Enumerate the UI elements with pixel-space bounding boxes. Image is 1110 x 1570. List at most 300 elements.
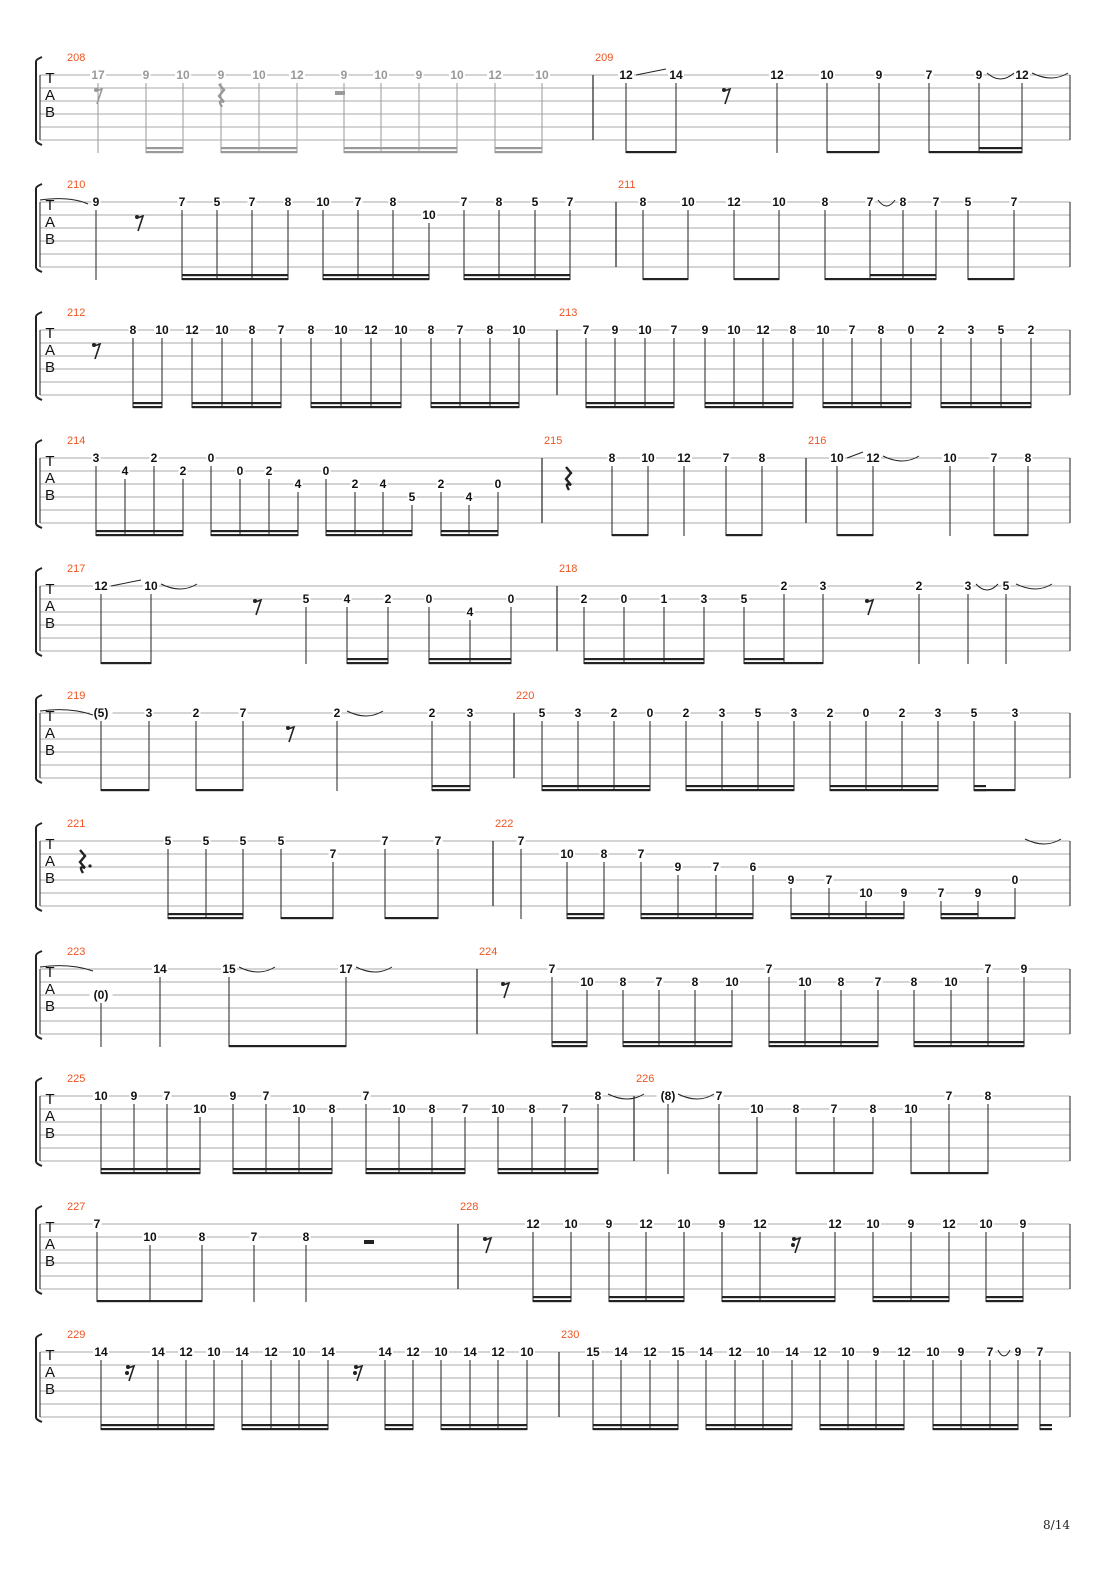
fret-number: 10 <box>641 451 655 465</box>
beam <box>706 1428 792 1430</box>
beam <box>533 1300 571 1302</box>
beam <box>744 662 784 664</box>
fret-number: 3 <box>934 706 942 720</box>
measure-228 <box>460 1201 1028 1302</box>
fret-number: 10 <box>450 68 464 82</box>
beam <box>706 1424 792 1426</box>
fret-number: 10 <box>841 1345 855 1359</box>
measure-217 <box>67 563 516 664</box>
measure-number: 222 <box>495 818 514 830</box>
beam <box>830 789 938 791</box>
fret-number: 3 <box>574 706 582 720</box>
fret-number: 10 <box>944 975 958 989</box>
measure-222 <box>495 818 1020 919</box>
fret-number: 7 <box>93 1217 101 1231</box>
fret-number: 9 <box>957 1345 965 1359</box>
beam <box>96 530 183 532</box>
tab-clef-letter: T <box>45 708 55 725</box>
fret-number: 5 <box>754 706 762 720</box>
beam <box>182 278 288 280</box>
fret-number: 3 <box>145 706 153 720</box>
fret-number: 12 <box>813 1345 827 1359</box>
fret-number: 14 <box>151 1345 165 1359</box>
beam <box>432 789 470 791</box>
fret-number: 14 <box>153 962 167 976</box>
fret-number: 10 <box>207 1345 221 1359</box>
beam <box>820 1424 904 1426</box>
beam <box>347 658 388 660</box>
measure-216 <box>808 435 1033 536</box>
beam <box>242 1428 328 1430</box>
fret-number: 10 <box>638 323 652 337</box>
tab-clef-letter: A <box>44 981 56 998</box>
fret-number: 6 <box>749 860 757 874</box>
fret-number: 9 <box>900 886 908 900</box>
tab-clef-letter: B <box>44 1381 56 1398</box>
fret-number: 10 <box>512 323 526 337</box>
beam <box>623 1045 732 1047</box>
tab-clef-letter: A <box>44 87 56 104</box>
measure-212 <box>67 307 527 408</box>
beam <box>146 147 183 149</box>
fret-number: 14 <box>463 1345 477 1359</box>
beam <box>242 1424 328 1426</box>
fret-number: 10 <box>94 1089 108 1103</box>
beam <box>498 1168 598 1170</box>
beam <box>584 658 704 660</box>
fret-number: 7 <box>986 1345 994 1359</box>
fret-number: 10 <box>292 1102 306 1116</box>
beam <box>986 1300 1023 1302</box>
beam <box>101 1172 200 1174</box>
fret-number: 14 <box>785 1345 799 1359</box>
fret-number: 7 <box>712 860 720 874</box>
fret-number: 10 <box>750 1102 764 1116</box>
beam <box>686 785 794 787</box>
fret-number: 12 <box>94 579 108 593</box>
fret-number: 10 <box>316 195 330 209</box>
fret-number: 5 <box>1002 579 1010 593</box>
beam <box>146 151 183 153</box>
beam <box>431 402 519 404</box>
slide-line <box>847 452 863 458</box>
fret-number: 7 <box>354 195 362 209</box>
fret-number: 2 <box>826 706 834 720</box>
fret-number: 0 <box>507 592 515 606</box>
beam <box>914 1045 1024 1047</box>
fret-number: 14 <box>669 68 683 82</box>
fret-number: 2 <box>898 706 906 720</box>
measure-number: 216 <box>808 435 827 447</box>
measure-number: 219 <box>67 690 86 702</box>
beam <box>211 530 298 532</box>
fret-number: 5 <box>213 195 221 209</box>
fret-number: 10 <box>943 451 957 465</box>
measure-number: 230 <box>561 1329 580 1341</box>
tab-clef-letter: A <box>44 470 56 487</box>
fret-number: 7 <box>848 323 856 337</box>
fret-number: 3 <box>1011 706 1019 720</box>
fret-number: 8 <box>600 847 608 861</box>
tab-system-8 <box>36 946 1070 1047</box>
fret-number: 0 <box>207 451 215 465</box>
tab-system-10 <box>36 1201 1070 1302</box>
beam <box>326 530 412 532</box>
beam <box>97 1300 202 1302</box>
beam <box>498 1172 598 1174</box>
fret-number: 10 <box>820 68 834 82</box>
fret-number: 5 <box>239 834 247 848</box>
beam <box>914 1041 1024 1043</box>
fret-number: 10 <box>681 195 695 209</box>
beam <box>464 274 570 276</box>
fret-number: 2 <box>580 592 588 606</box>
tie-arc <box>976 584 998 590</box>
fret-number: 10 <box>176 68 190 82</box>
fret-number: 12 <box>491 1345 505 1359</box>
beam <box>542 789 650 791</box>
fret-number: 4 <box>466 605 474 619</box>
measure-218 <box>559 563 1011 664</box>
fret-number: 7 <box>715 1089 723 1103</box>
fret-number: 7 <box>866 195 874 209</box>
fret-number: 8 <box>528 1102 536 1116</box>
beam <box>769 1041 878 1043</box>
fret-number: 7 <box>250 1230 258 1244</box>
slide-line <box>636 69 666 75</box>
fret-number: 8 <box>899 195 907 209</box>
fret-number: 10 <box>866 1217 880 1231</box>
fret-number: 3 <box>700 592 708 606</box>
fret-number: 0 <box>494 477 502 491</box>
tab-clef-letter: A <box>44 725 56 742</box>
measure-number: 218 <box>559 563 578 575</box>
measure-214 <box>67 435 503 536</box>
fret-number: 0 <box>646 706 654 720</box>
beam <box>609 1300 684 1302</box>
beam <box>366 1172 465 1174</box>
fret-number: 7 <box>830 1102 838 1116</box>
beam <box>432 785 470 787</box>
beam <box>641 913 753 915</box>
tab-system-9 <box>36 1073 1070 1174</box>
fret-number: 9 <box>701 323 709 337</box>
fret-number: 9 <box>787 873 795 887</box>
beam <box>873 1296 949 1298</box>
tab-system-3 <box>36 307 1070 408</box>
fret-number: 10 <box>725 975 739 989</box>
fret-number: 9 <box>875 68 883 82</box>
measure-224 <box>479 946 1029 1047</box>
fret-number: 9 <box>92 195 100 209</box>
measure-230 <box>561 1329 1052 1430</box>
fret-number: 12 <box>290 68 304 82</box>
beam <box>311 406 401 408</box>
fret-number: 2 <box>333 706 341 720</box>
fret-number: 4 <box>465 490 473 504</box>
fret-number: 8 <box>1024 451 1032 465</box>
fret-number: 12 <box>753 1217 767 1231</box>
fret-number: 8 <box>129 323 137 337</box>
beam <box>941 917 978 919</box>
fret-number: 10 <box>491 1102 505 1116</box>
beam <box>385 917 438 919</box>
tab-clef-letter: T <box>45 1347 55 1364</box>
beam <box>221 151 297 153</box>
fret-number: 4 <box>294 477 302 491</box>
tab-system-7 <box>36 818 1070 919</box>
fret-number: 12 <box>639 1217 653 1231</box>
beam <box>968 278 1014 280</box>
fret-number: 12 <box>619 68 633 82</box>
half-rest <box>364 1240 374 1244</box>
tab-clef-letter: T <box>45 1219 55 1236</box>
beam <box>994 534 1028 536</box>
measure-208 <box>67 52 550 153</box>
tab-clef-letter: A <box>44 853 56 870</box>
beam <box>221 147 297 149</box>
beam <box>101 1424 214 1426</box>
fret-number: 7 <box>655 975 663 989</box>
beam <box>495 151 542 153</box>
fret-number: 7 <box>461 1102 469 1116</box>
fret-number: 10 <box>772 195 786 209</box>
fret-number: 2 <box>437 477 445 491</box>
beam <box>101 789 149 791</box>
fret-number: 12 <box>756 323 770 337</box>
beam <box>719 1172 757 1174</box>
fret-number: 8 <box>821 195 829 209</box>
fret-number: 7 <box>178 195 186 209</box>
fret-number: 5 <box>408 490 416 504</box>
page-number: 8/14 <box>1043 1518 1070 1532</box>
fret-number: 8 <box>389 195 397 209</box>
fret-number: 10 <box>334 323 348 337</box>
beam <box>941 402 1031 404</box>
fret-number: 4 <box>121 464 129 478</box>
beam <box>974 789 986 791</box>
fret-number: 7 <box>990 451 998 465</box>
fret-number: 5 <box>740 592 748 606</box>
beam <box>734 278 779 280</box>
beam <box>567 917 604 919</box>
tab-clef-letter: B <box>44 742 56 759</box>
beam <box>586 402 674 404</box>
fret-number: 0 <box>322 464 330 478</box>
fret-number: 9 <box>907 1217 915 1231</box>
measure-227 <box>67 1201 374 1302</box>
fret-number: 9 <box>130 1089 138 1103</box>
tab-system-6 <box>36 690 1070 791</box>
fret-number: 5 <box>970 706 978 720</box>
tab-clef-letter: T <box>45 964 55 981</box>
fret-number: 10 <box>830 451 844 465</box>
fret-number: 8 <box>792 1102 800 1116</box>
fret-number: 8 <box>495 195 503 209</box>
beam <box>584 662 704 664</box>
beam <box>133 402 162 404</box>
fret-number: 7 <box>548 962 556 976</box>
beam <box>933 1428 1018 1430</box>
fret-number: 3 <box>964 579 972 593</box>
fret-number: 9 <box>340 68 348 82</box>
fret-number: 2 <box>265 464 273 478</box>
beam <box>941 913 978 915</box>
fret-number: 9 <box>674 860 682 874</box>
beam <box>385 1424 413 1426</box>
fret-number: 10 <box>434 1345 448 1359</box>
beam <box>873 1300 949 1302</box>
measure-number: 223 <box>67 946 86 958</box>
fret-number: 2 <box>610 706 618 720</box>
fret-number: 7 <box>561 1102 569 1116</box>
measure-number: 224 <box>479 946 498 958</box>
beam <box>323 278 429 280</box>
beam <box>168 913 243 915</box>
beam <box>429 658 511 660</box>
fret-number: 5 <box>164 834 172 848</box>
rest-stroke <box>485 1238 491 1253</box>
fret-number: 7 <box>984 962 992 976</box>
fret-number: 3 <box>466 706 474 720</box>
beam <box>196 789 243 791</box>
fret-number: 2 <box>384 592 392 606</box>
fret-number: 9 <box>142 68 150 82</box>
beam <box>229 1045 346 1047</box>
fret-number: 9 <box>1014 1345 1022 1359</box>
fret-number: 12 <box>488 68 502 82</box>
rest-stroke <box>255 600 261 615</box>
rest-stroke <box>503 983 509 998</box>
tab-clef-letter: A <box>44 1364 56 1381</box>
rest-dot <box>791 1243 795 1247</box>
beam <box>837 534 873 536</box>
fret-number: 7 <box>1010 195 1018 209</box>
beam <box>233 1172 332 1174</box>
tab-system-1 <box>36 52 1070 153</box>
beam <box>326 534 412 536</box>
fret-number: 5 <box>964 195 972 209</box>
measure-210 <box>67 179 575 280</box>
fret-number: 0 <box>907 323 915 337</box>
measure-number: 220 <box>516 690 535 702</box>
beam <box>101 1168 200 1170</box>
measure-number: 225 <box>67 1073 86 1085</box>
beam <box>464 278 570 280</box>
tab-clef-letter: B <box>44 359 56 376</box>
fret-number: 8 <box>869 1102 877 1116</box>
fret-number: 12 <box>179 1345 193 1359</box>
half-rest <box>335 91 345 95</box>
beam <box>429 662 511 664</box>
beam <box>441 534 498 536</box>
measure-number: 214 <box>67 435 86 447</box>
fret-number: 12 <box>770 68 784 82</box>
fret-number: 14 <box>321 1345 335 1359</box>
fret-number: 15 <box>222 962 236 976</box>
beam <box>979 147 1022 149</box>
beam <box>281 917 333 919</box>
fret-number: 10 <box>798 975 812 989</box>
fret-number: 10 <box>727 323 741 337</box>
fret-number: 10 <box>193 1102 207 1116</box>
tie-arc <box>878 200 895 206</box>
fret-number: 10 <box>392 1102 406 1116</box>
fret-number: 12 <box>866 451 880 465</box>
fret-number: 15 <box>671 1345 685 1359</box>
fret-number: 2 <box>179 464 187 478</box>
beam <box>593 1428 678 1430</box>
fret-number: 12 <box>1015 68 1029 82</box>
fret-number: 8 <box>284 195 292 209</box>
beam <box>347 662 388 664</box>
fret-number: 14 <box>378 1345 392 1359</box>
fret-number: 10 <box>560 847 574 861</box>
rest-stroke <box>96 89 102 104</box>
fret-number: 9 <box>605 1217 613 1231</box>
tab-clef-letter: T <box>45 581 55 598</box>
beam <box>552 1041 587 1043</box>
measure-225 <box>67 1073 603 1174</box>
fret-number: 10 <box>394 323 408 337</box>
measure-number: 221 <box>67 818 86 830</box>
beam <box>830 785 938 787</box>
beam <box>979 151 1022 153</box>
fret-number: 10 <box>677 1217 691 1231</box>
fret-number: 7 <box>637 847 645 861</box>
slide-line <box>111 580 141 586</box>
fret-number: 7 <box>517 834 525 848</box>
fret-number: 15 <box>586 1345 600 1359</box>
fret-number: 2 <box>937 323 945 337</box>
fret-number: 2 <box>192 706 200 720</box>
beam <box>533 1296 571 1298</box>
fret-number: 7 <box>277 323 285 337</box>
fret-number: 9 <box>1019 1217 1027 1231</box>
beam <box>823 406 911 408</box>
fret-number: 2 <box>428 706 436 720</box>
fret-number: 12 <box>364 323 378 337</box>
beam <box>96 534 183 536</box>
beam <box>101 662 151 664</box>
beam <box>823 402 911 404</box>
fret-number: 0 <box>862 706 870 720</box>
fret-number: 0 <box>425 592 433 606</box>
fret-number: 9 <box>611 323 619 337</box>
fret-number: 8 <box>427 323 435 337</box>
beam <box>609 1296 684 1298</box>
fret-number: 10 <box>520 1345 534 1359</box>
fret-number: 14 <box>94 1345 108 1359</box>
fret-number: 7 <box>765 962 773 976</box>
fret-number: 7 <box>566 195 574 209</box>
fret-number: 12 <box>828 1217 842 1231</box>
fret-number: 7 <box>582 323 590 337</box>
fret-number: 9 <box>229 1089 237 1103</box>
tie-arc <box>987 73 1014 79</box>
beam <box>705 402 793 404</box>
fret-number: 5 <box>538 706 546 720</box>
tab-system-11 <box>36 1329 1070 1430</box>
beam <box>612 534 648 536</box>
measure-211 <box>618 179 1019 280</box>
rest-stroke <box>137 216 143 231</box>
fret-number: 8 <box>837 975 845 989</box>
fret-number: 7 <box>434 834 442 848</box>
quarter-rest <box>80 850 85 873</box>
beam <box>986 1296 1023 1298</box>
fret-number: 5 <box>202 834 210 848</box>
